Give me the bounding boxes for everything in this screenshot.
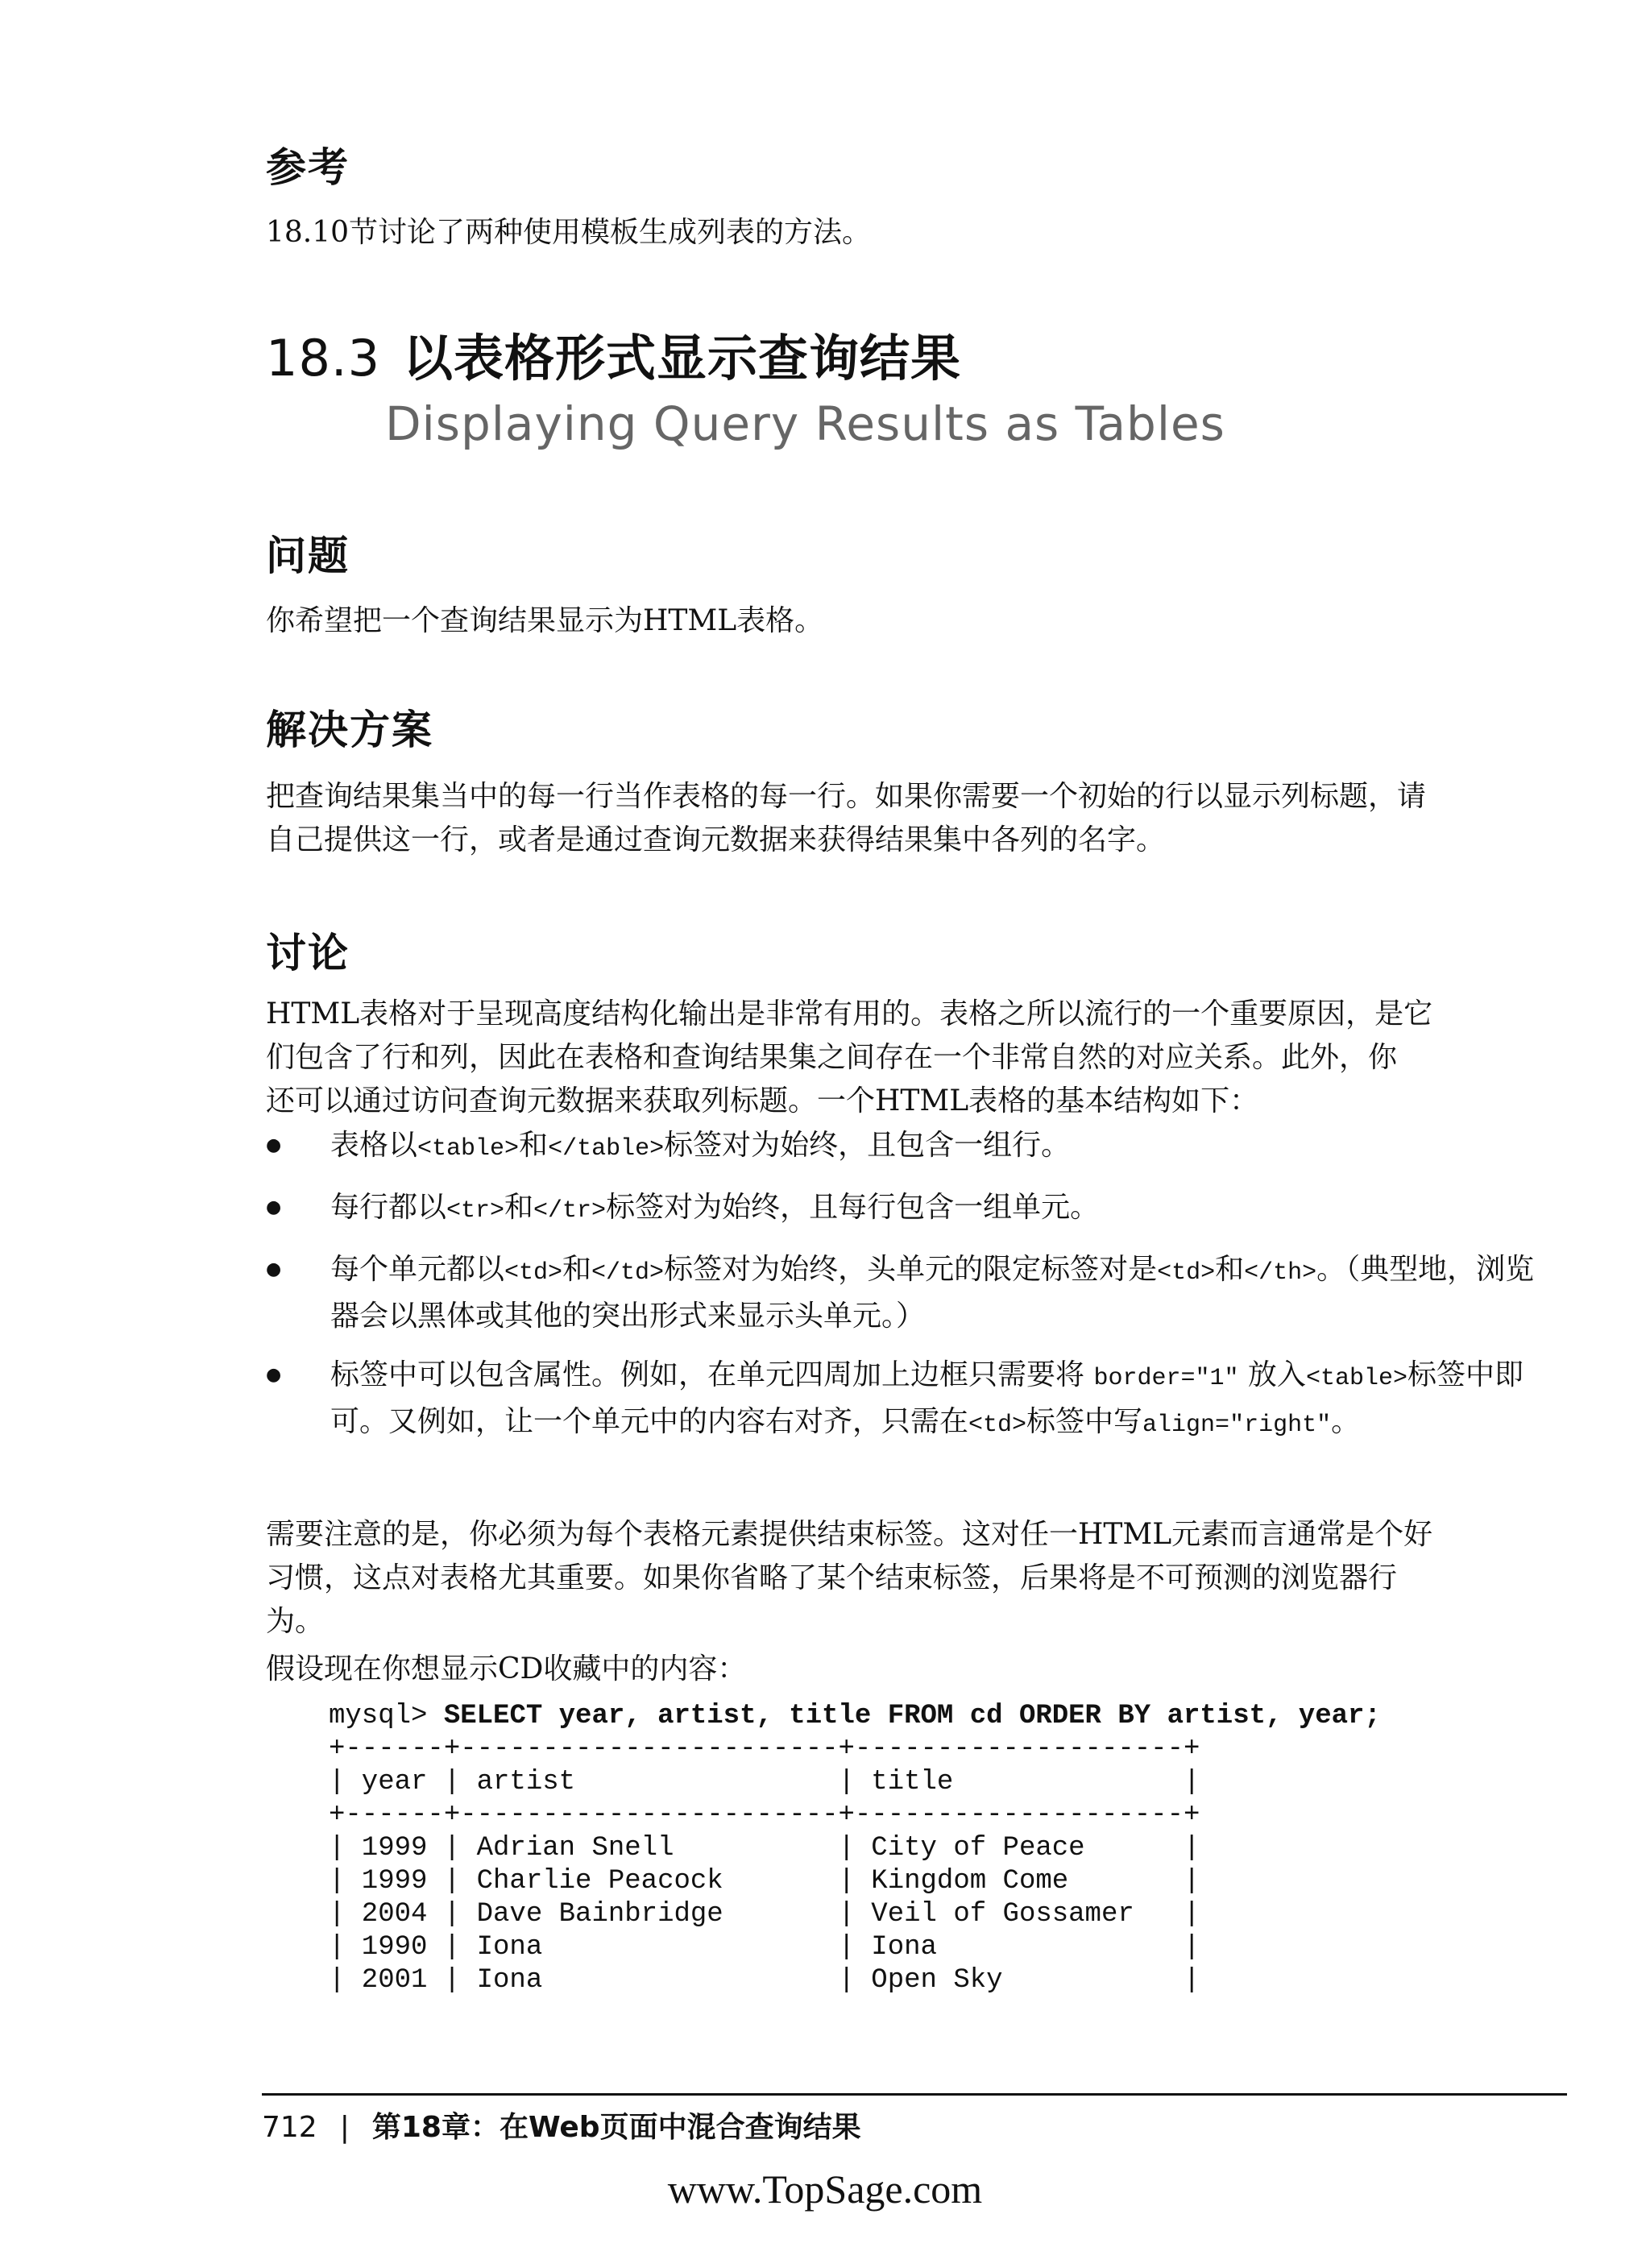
table-row: | 1990 | Iona | Iona | [329, 1932, 1200, 1963]
reference-heading: 参考 [266, 144, 350, 191]
solution-heading: 解决方案 [266, 707, 433, 753]
sql-output [329, 1700, 1381, 1997]
problem-heading: 问题 [266, 533, 350, 579]
table-row: | 2004 | Dave Bainbridge | Veil of Gossamer | [329, 1899, 1200, 1930]
discussion-intro [266, 993, 1563, 1123]
table-border: +------+-----------------------+--------------------+ [329, 1734, 1200, 1764]
solution-text [266, 775, 1563, 862]
closing-line: 需要注意的是，你必须为每个表格元素提供结束标签。这对任一HTML元素而言通常是个好 [266, 1518, 1433, 1551]
table-row: | 1999 | Adrian Snell | City of Peace | [329, 1833, 1200, 1864]
solution-line: 把查询结果集当中的每一行当作表格的每一行。如果你需要一个初始的行以显示列标题，请 [266, 780, 1427, 813]
list-item: ● 每行都以<tr>和</tr>标签对为始终，且每行包含一组单元。 [266, 1186, 1563, 1233]
list-item: ● 标签中可以包含属性。例如，在单元四周加上边框只需要将 border="1" 放入<table>标签中即可。又例如，让一个单元中的内容右对齐，只需在<td>标签中写align="right"。 [266, 1354, 1563, 1447]
table-header-row: | year | artist | title | [329, 1767, 1200, 1797]
page-number: 712 [262, 2111, 317, 2144]
section-title-text: 以表格形式显示查询结果 [403, 329, 962, 388]
reference-text: 18.10节讨论了两种使用模板生成列表的方法。 [266, 216, 872, 249]
section-subtitle: Displaying Query Results as Tables [385, 396, 1225, 451]
page-footer [262, 2104, 861, 2146]
footer-separator: | [339, 2111, 350, 2144]
table-row: | 1999 | Charlie Peacock | Kingdom Come | [329, 1866, 1200, 1897]
site-watermark: www.TopSage.com [667, 2166, 983, 2212]
table-row: | 2001 | Iona | Open Sky | [329, 1965, 1200, 1996]
list-item: ● 表格以<table>和</table>标签对为始终，且包含一组行。 [266, 1124, 1563, 1171]
discussion-line: HTML表格对于呈现高度结构化输出是非常有用的。表格之所以流行的一个重要原因，是它 [266, 997, 1433, 1030]
html-table-structure-list [266, 1124, 1563, 1462]
discussion-line: 们包含了行和列，因此在表格和查询结果集之间存在一个非常自然的对应关系。此外，你 [266, 1041, 1398, 1074]
closing-paragraph [266, 1513, 1563, 1644]
section-number: 18.3 [266, 329, 381, 388]
cd-intro: 假设现在你想显示CD收藏中的内容： [266, 1652, 747, 1685]
section-title [266, 318, 961, 390]
discussion-line: 还可以通过访问查询元数据来获取列标题。一个HTML表格的基本结构如下： [266, 1084, 1259, 1117]
table-border: +------+-----------------------+--------------------+ [329, 1800, 1200, 1831]
sql-query: SELECT year, artist, title FROM cd ORDER BY artist, year; [443, 1701, 1381, 1731]
solution-line: 自己提供这一行，或者是通过查询元数据来获得结果集中各列的名字。 [266, 823, 1166, 856]
closing-line: 习惯，这点对表格尤其重要。如果你省略了某个结束标签，后果将是不可预测的浏览器行 [266, 1561, 1398, 1594]
footer-rule [262, 2093, 1567, 2096]
closing-line: 为。 [266, 1605, 325, 1638]
discussion-heading: 讨论 [266, 930, 350, 976]
chapter-title: 第18章：在Web页面中混合查询结果 [371, 2111, 861, 2144]
problem-text: 你希望把一个查询结果显示为HTML表格。 [266, 604, 824, 637]
sql-prompt: mysql> [329, 1701, 444, 1731]
list-item: ● 每个单元都以<td>和</td>标签对为始终，头单元的限定标签对是<td>和</th>。（典型地，浏览器会以黑体或其他的突出形式来显示头单元。） [266, 1248, 1563, 1338]
